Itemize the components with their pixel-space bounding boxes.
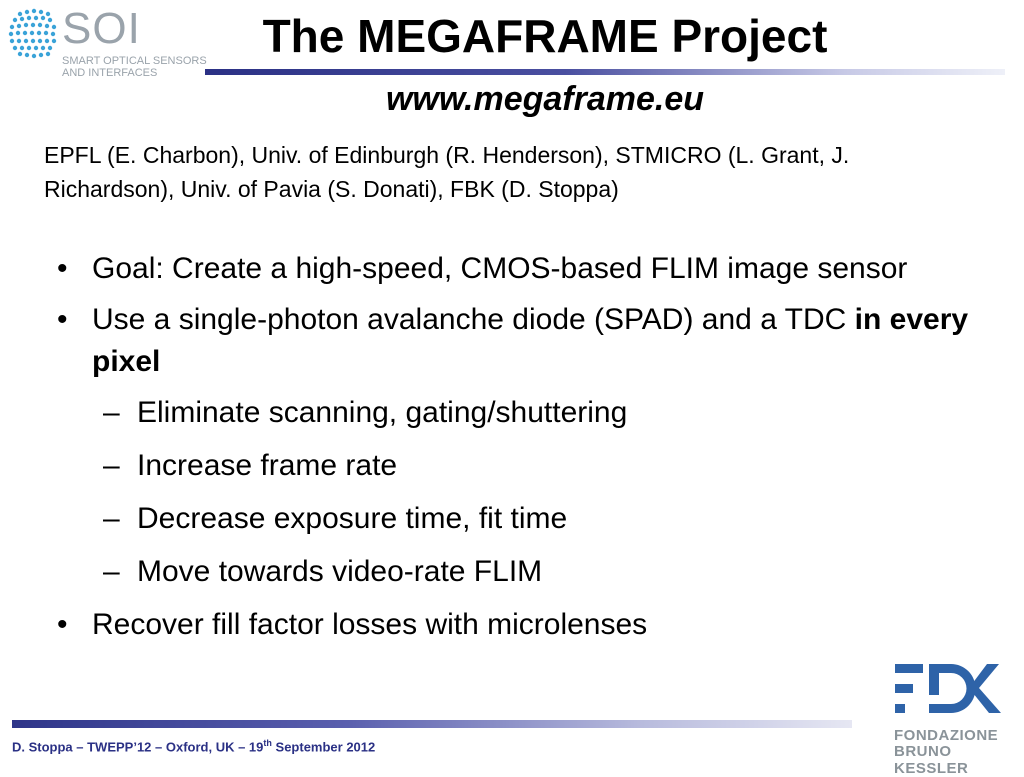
footer-rule	[12, 720, 852, 728]
subbullet-marker: –	[103, 449, 120, 482]
fbk-logo-text-line2: BRUNO KESSLER	[894, 743, 969, 777]
footer-text-end: September 2012	[271, 739, 376, 755]
bullet-microlenses	[55, 604, 975, 646]
bullet-list	[55, 248, 975, 655]
subbullet-text: Increase frame rate	[137, 449, 398, 482]
bullet-text: Recover fill factor losses with microlenses	[92, 608, 648, 641]
subbullet-frame-rate	[55, 445, 975, 487]
bullet-marker: •	[57, 608, 68, 641]
bullet-marker: •	[57, 252, 68, 285]
subbullet-video-rate	[55, 551, 975, 593]
soi-logo-subtitle-line2: AND INTERFACES	[62, 67, 158, 79]
subbullet-marker: –	[103, 555, 120, 588]
fbk-logo	[893, 660, 1018, 724]
soi-dots-icon	[6, 6, 62, 62]
bullet-text: Use a single-photon avalanche diode (SPAD) and a TDC	[92, 303, 855, 336]
bullet-spad-tdc	[55, 299, 975, 383]
footer-credit	[12, 738, 375, 754]
subbullet-exposure-time	[55, 498, 975, 540]
bullet-goal	[55, 248, 975, 290]
authors-text: EPFL (E. Charbon), Univ. of Edinburgh (R. Henderson), STMICRO (L. Grant, J. Richardson), Univ. of Pavia (S. Donati), FBK (D. Stoppa)	[44, 142, 850, 202]
subbullet-marker: –	[103, 396, 120, 429]
title-underline	[205, 69, 1005, 75]
subbullet-marker: –	[103, 502, 120, 535]
soi-logo-subtitle-line1: SMART OPTICAL SENSORS	[62, 55, 207, 67]
bullet-text: Goal: Create a high-speed, CMOS-based FLIM image sensor	[92, 252, 908, 285]
fbk-mark-icon	[893, 660, 1013, 724]
bullet-marker: •	[57, 303, 68, 336]
footer-text-main: D. Stoppa – TWEPP’12 – Oxford, UK – 19	[12, 739, 264, 755]
footer-text-sup: th	[263, 738, 272, 748]
subbullet-text: Move towards video-rate FLIM	[137, 555, 543, 588]
bullet-bold-text: in every pixel	[92, 303, 969, 378]
subbullet-text: Decrease exposure time, fit time	[137, 502, 568, 535]
fbk-logo-text-line1: FONDAZIONE	[894, 727, 999, 744]
project-url: www.megaframe.eu	[385, 80, 705, 118]
subbullet-eliminate-scanning	[55, 392, 975, 434]
slide-title: The MEGAFRAME Project	[262, 10, 828, 62]
soi-logo-word: SOI	[62, 4, 141, 53]
subbullet-text: Eliminate scanning, gating/shuttering	[137, 396, 628, 429]
